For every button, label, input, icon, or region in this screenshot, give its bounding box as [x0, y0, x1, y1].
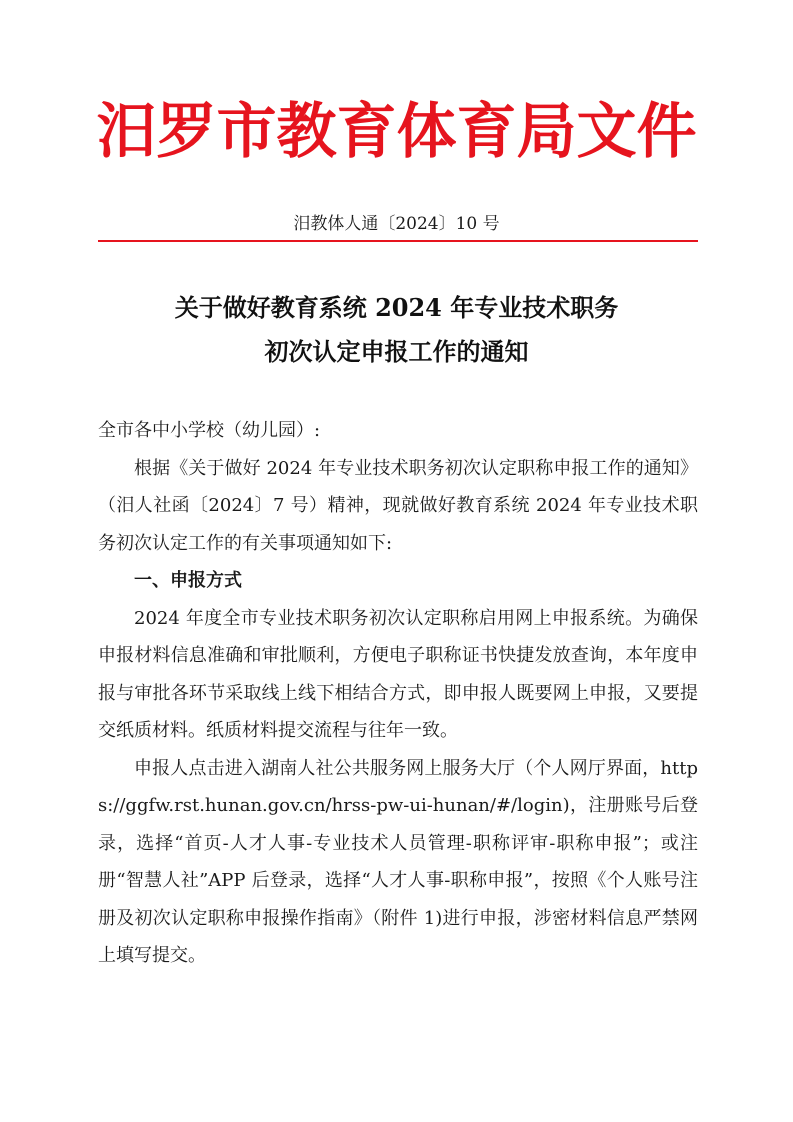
title-line-1: 关于做好教育系统 2024 年专业技术职务: [174, 293, 619, 322]
document-title: [0, 286, 793, 374]
document-number: 汨教体人通〔2024〕10 号: [293, 214, 500, 234]
section-heading: 一、申报方式: [134, 570, 242, 591]
paragraph-method: 2024 年度全市专业技术职务初次认定职称启用网上申报系统。为确保申报材料信息准确和审批顺利，方便电子职称证书快捷发放查询，本年度申报与审批各环节采取线上线下相结合方式，即申报人既要网上申报，又要提交纸质材料。纸质材料提交流程与往年一致。: [98, 607, 698, 741]
paragraph-procedure: 申报人点击进入湖南人社公共服务网上服务大厅（个人网厅界面，https://ggfw.rst.hunan.gov.cn/hrss-pw-ui-hunan/#/login)，注册账号后登录，选择“首页-人才人事-专业技术人员管理-职称评审-职称申报”；或注册“智慧人社”APP 后登录，选择“人才人事-职称申报”，按照《个人账号注册及初次认定职称申报操作指南》（附件 1)进行申报，涉密材料信息严禁网上填写提交。: [98, 757, 698, 966]
red-divider-line: [98, 240, 698, 242]
paragraph-intro: 根据《关于做好 2024 年专业技术职务初次认定职称申报工作的通知》（汨人社函〔2024〕7 号）精神，现就做好教育系统 2024 年专业技术职务初次认定工作的有关事项通知如下:: [98, 457, 698, 554]
title-line-2: 初次认定申报工作的通知: [264, 337, 529, 366]
document-body: [98, 412, 698, 975]
salutation: 全市各中小学校（幼儿园）:: [98, 420, 321, 441]
document-masthead: 汨罗市教育体育局文件: [96, 97, 697, 167]
